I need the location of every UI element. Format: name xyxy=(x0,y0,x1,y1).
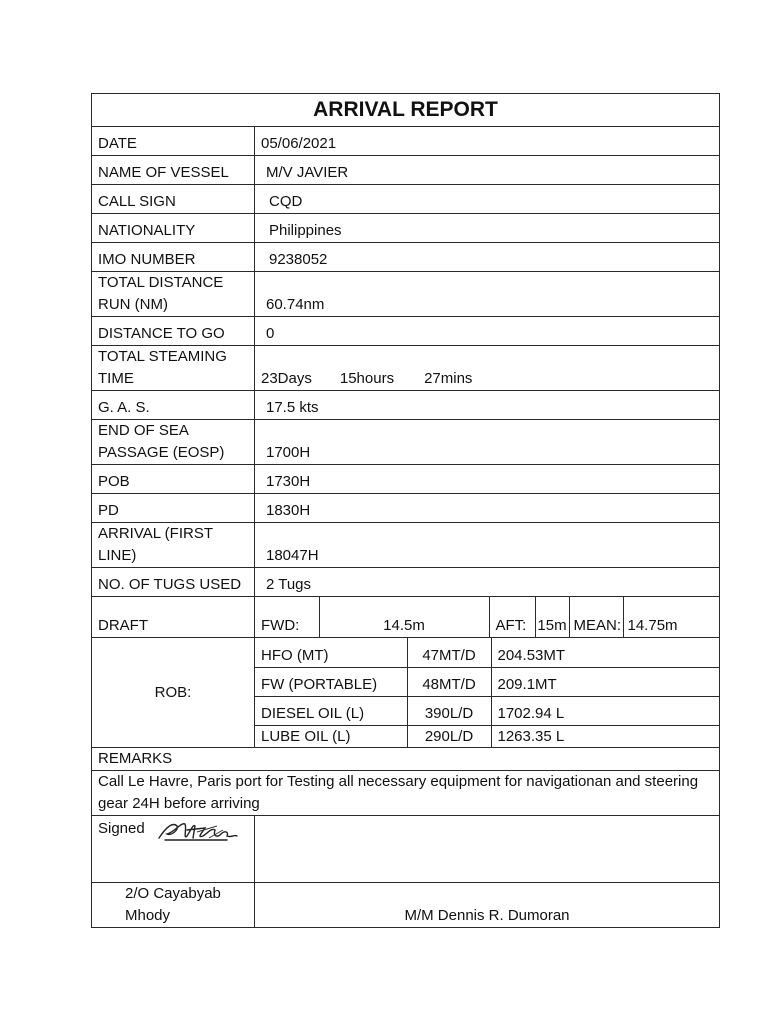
tugs-label: NO. OF TUGS USED xyxy=(92,568,255,597)
nationality-value-text: Philippines xyxy=(269,222,342,239)
rob-item-rate: 390L/D xyxy=(407,696,491,725)
draft-mean-label: MEAN: xyxy=(569,597,623,637)
rob-row xyxy=(255,725,719,747)
nationality-label: NATIONALITY xyxy=(92,214,255,243)
officer-a-cell xyxy=(92,883,255,928)
distance-to-go-value-text: 0 xyxy=(266,325,275,342)
draft-aft-value: 15m xyxy=(535,597,569,637)
steaming-label: TOTAL STEAMING TIME xyxy=(92,346,255,391)
vessel-value-text: M/V JAVIER xyxy=(266,164,349,181)
draft-values xyxy=(255,597,720,638)
rob-item-amount: 1702.94 L xyxy=(491,696,719,725)
signature-blank xyxy=(255,816,720,883)
pd-value xyxy=(255,494,720,523)
rob-values xyxy=(255,638,720,748)
gas-value-text: 17.5 kts xyxy=(266,399,319,416)
signed-cell xyxy=(92,816,255,883)
total-distance-value-text: 60.74nm xyxy=(266,296,325,313)
arrival-report-table xyxy=(91,93,720,928)
draft-mean-value: 14.75m xyxy=(623,597,719,637)
rob-item-name: DIESEL OIL (L) xyxy=(255,696,407,725)
rob-item-name: LUBE OIL (L) xyxy=(255,725,407,747)
rob-row xyxy=(255,638,719,667)
rob-label: ROB: xyxy=(92,638,255,748)
call-sign-label: CALL SIGN xyxy=(92,185,255,214)
imo-value xyxy=(255,243,720,272)
distance-to-go-value xyxy=(255,317,720,346)
vessel-value xyxy=(255,156,720,185)
steaming-value xyxy=(255,346,720,391)
pd-value-text: 1830H xyxy=(266,502,311,519)
total-distance-label: TOTAL DISTANCE RUN (NM) xyxy=(92,272,255,317)
signed-wrap xyxy=(98,816,248,882)
signature-image xyxy=(157,818,239,844)
rob-item-rate: 290L/D xyxy=(407,725,491,747)
draft-label: DRAFT xyxy=(92,597,255,638)
imo-label: IMO NUMBER xyxy=(92,243,255,272)
gas-label: G. A. S. xyxy=(92,391,255,420)
date-value: 05/06/2021 xyxy=(255,127,720,156)
steaming-hours: 15hours xyxy=(339,370,395,387)
tugs-value-text: 2 Tugs xyxy=(266,576,312,593)
rob-item-rate: 48MT/D xyxy=(407,667,491,696)
vessel-label: NAME OF VESSEL xyxy=(92,156,255,185)
signed-label: Signed xyxy=(98,820,145,837)
call-sign-value-text: CQD xyxy=(269,193,303,210)
eosp-value xyxy=(255,420,720,465)
draft-fwd-label: FWD: xyxy=(255,597,319,637)
rob-row xyxy=(255,667,719,696)
rob-item-rate: 47MT/D xyxy=(407,638,491,667)
pob-value-text: 1730H xyxy=(266,473,311,490)
draft-aft-label: AFT: xyxy=(489,597,535,637)
nationality-value xyxy=(255,214,720,243)
imo-value-text: 9238052 xyxy=(269,251,328,268)
date-label: DATE xyxy=(92,127,255,156)
report-title: ARRIVAL REPORT xyxy=(92,94,720,127)
tugs-value xyxy=(255,568,720,597)
gas-value xyxy=(255,391,720,420)
remarks-label: REMARKS xyxy=(92,748,720,771)
rob-item-amount: 204.53MT xyxy=(491,638,719,667)
rob-item-amount: 209.1MT xyxy=(491,667,719,696)
rob-item-name: HFO (MT) xyxy=(255,638,407,667)
arrival-label: ARRIVAL (FIRST LINE) xyxy=(92,523,255,568)
arrival-value-text: 18047H xyxy=(266,547,319,564)
steaming-days: 23Days xyxy=(261,370,312,387)
draft-subtable xyxy=(255,597,719,637)
rob-row xyxy=(255,696,719,725)
rob-item-name: FW (PORTABLE) xyxy=(255,667,407,696)
distance-to-go-label: DISTANCE TO GO xyxy=(92,317,255,346)
eosp-value-text: 1700H xyxy=(266,444,311,461)
total-distance-value xyxy=(255,272,720,317)
pob-label: POB xyxy=(92,465,255,494)
arrival-value xyxy=(255,523,720,568)
steaming-mins: 27mins xyxy=(424,370,473,387)
officer-b-name: M/M Dennis R. Dumoran xyxy=(255,883,720,928)
draft-fwd-value: 14.5m xyxy=(319,597,489,637)
remarks-text: Call Le Havre, Paris port for Testing all necessary equipment for navigationan and steering gear 24H before arriving xyxy=(92,771,720,816)
rob-subtable xyxy=(255,638,719,747)
rob-item-amount: 1263.35 L xyxy=(491,725,719,747)
eosp-label: END OF SEA PASSAGE (EOSP) xyxy=(92,420,255,465)
call-sign-value xyxy=(255,185,720,214)
pd-label: PD xyxy=(92,494,255,523)
pob-value xyxy=(255,465,720,494)
officer-a-name: 2/O Cayabyab Mhody xyxy=(125,885,221,924)
